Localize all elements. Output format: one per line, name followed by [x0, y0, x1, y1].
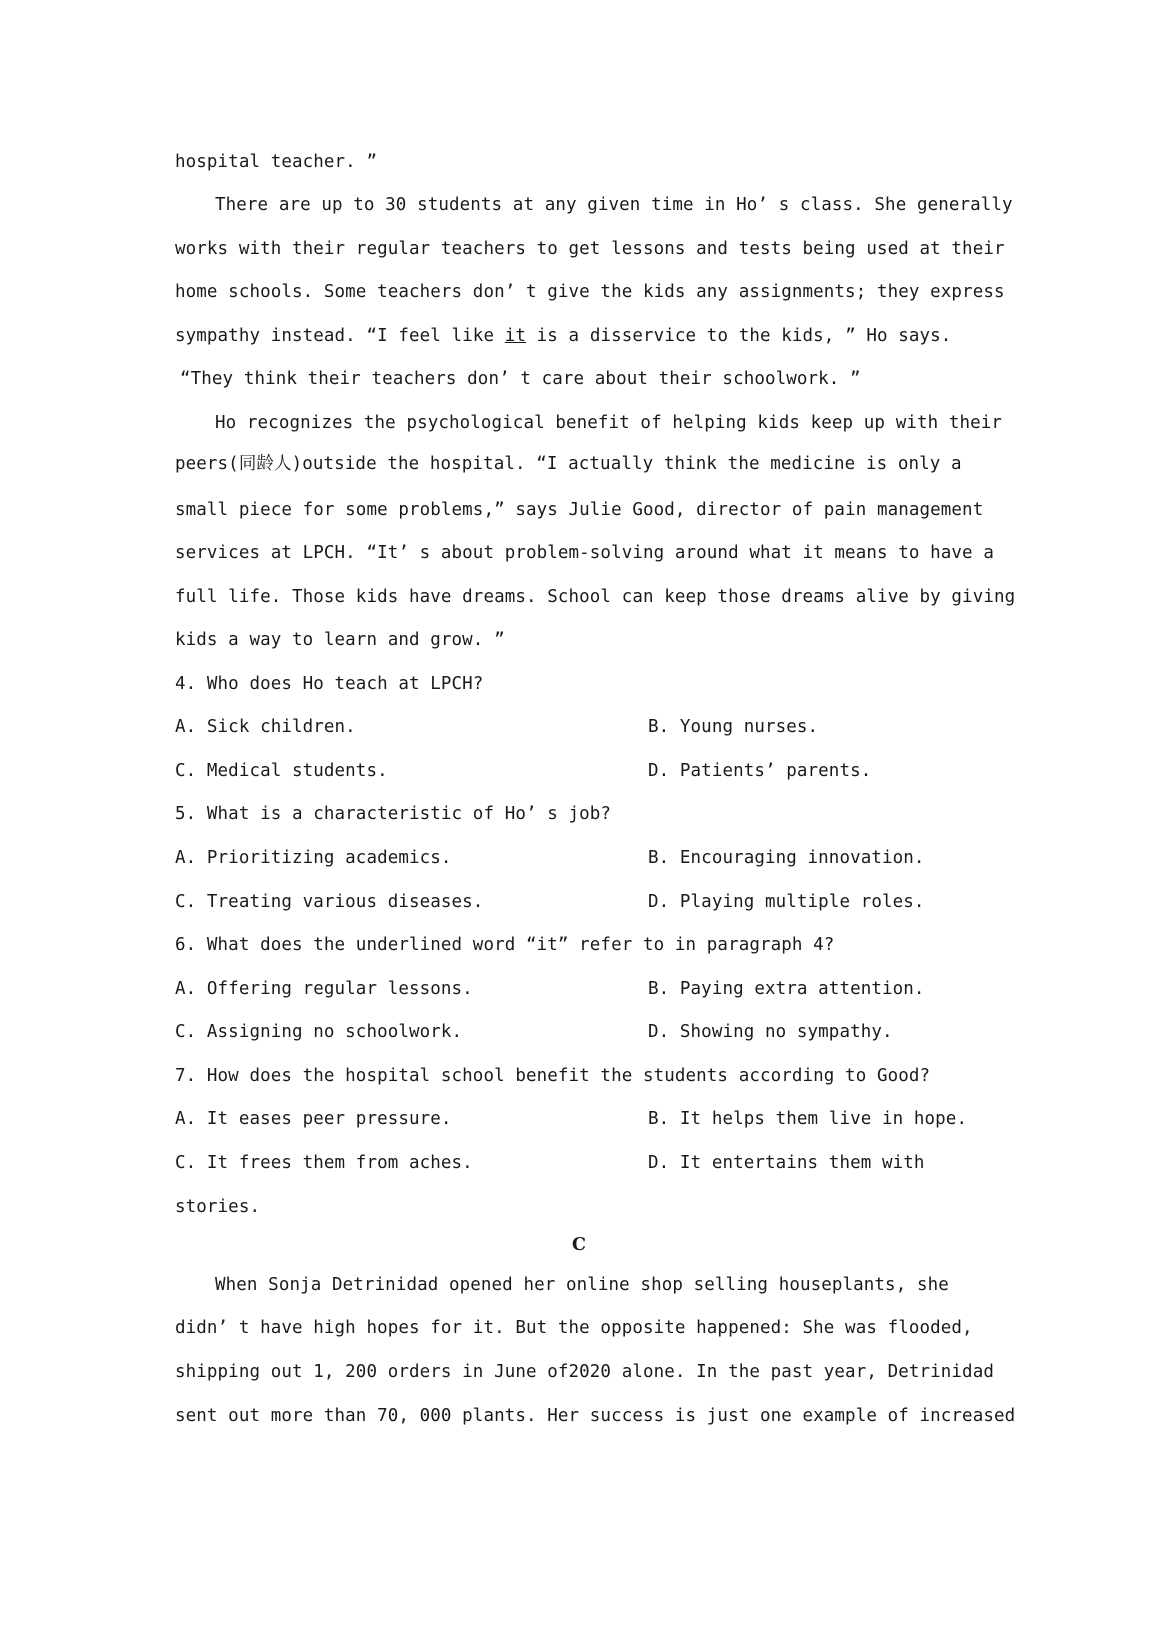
option-d: D. Showing no sympathy. [648, 1022, 893, 1042]
option-d-continued: stories. [175, 1197, 261, 1217]
paragraph-line: peers(同龄人)outside the hospital. “I actually think the medicine is only a [175, 454, 962, 474]
paragraph-line: sent out more than 70, 000 plants. Her success is just one example of increased [175, 1406, 1016, 1426]
paragraph-line: works with their regular teachers to get lessons and tests being used at their [175, 239, 1005, 259]
option-c: C. Medical students. [175, 761, 388, 781]
paragraph-line: When Sonja Detrinidad opened her online shop selling houseplants, she [215, 1275, 949, 1295]
section-heading: C [571, 1235, 587, 1255]
question-stem: 6. What does the underlined word “it” refer to in paragraph 4? [175, 935, 835, 955]
option-d: D. It entertains them with [648, 1153, 925, 1173]
paragraph-line: small piece for some problems,” says Julie Good, director of pain management [175, 500, 984, 520]
paragraph-line: “They think their teachers don’ t care about their schoolwork. ” [180, 369, 861, 389]
option-b: B. It helps them live in hope. [648, 1109, 968, 1129]
question-stem: 7. How does the hospital school benefit the students according to Good? [175, 1066, 931, 1086]
paragraph-line: services at LPCH. “It’ s about problem-solving around what it means to have a [175, 543, 994, 563]
paragraph-line: full life. Those kids have dreams. School can keep those dreams alive by giving [175, 587, 1016, 607]
option-a: A. Sick children. [175, 717, 356, 737]
question-stem: 5. What is a characteristic of Ho’ s job? [175, 804, 612, 824]
option-a: A. Offering regular lessons. [175, 979, 473, 999]
underlined-word: it [504, 326, 526, 346]
paragraph-line [175, 324, 995, 348]
option-a: A. Prioritizing academics. [175, 848, 452, 868]
option-d: D. Patients’ parents. [648, 761, 872, 781]
text-span: is a disservice to the kids, ” Ho says. [526, 326, 952, 346]
option-c: C. Assigning no schoolwork. [175, 1022, 463, 1042]
option-a: A. It eases peer pressure. [175, 1109, 452, 1129]
option-b: B. Encouraging innovation. [648, 848, 925, 868]
paragraph-line: kids a way to learn and grow. ” [175, 630, 505, 650]
text-span: sympathy instead. “I feel like [175, 326, 505, 346]
paragraph-line: There are up to 30 students at any given time in Ho’ s class. She generally [215, 195, 1013, 215]
option-b: B. Young nurses. [648, 717, 819, 737]
paragraph-line: shipping out 1, 200 orders in June of2020 alone. In the past year, Detrinidad [175, 1362, 994, 1382]
option-c: C. It frees them from aches. [175, 1153, 473, 1173]
paragraph-line: hospital teacher. ” [175, 152, 378, 172]
paragraph-line: didn’ t have high hopes for it. But the opposite happened: She was flooded, [175, 1318, 973, 1338]
option-d: D. Playing multiple roles. [648, 892, 925, 912]
paragraph-line: Ho recognizes the psychological benefit of helping kids keep up with their [215, 413, 1003, 433]
paragraph-line: home schools. Some teachers don’ t give the kids any assignments; they express [175, 282, 1005, 302]
option-b: B. Paying extra attention. [648, 979, 925, 999]
option-c: C. Treating various diseases. [175, 892, 484, 912]
question-stem: 4. Who does Ho teach at LPCH? [175, 674, 484, 694]
